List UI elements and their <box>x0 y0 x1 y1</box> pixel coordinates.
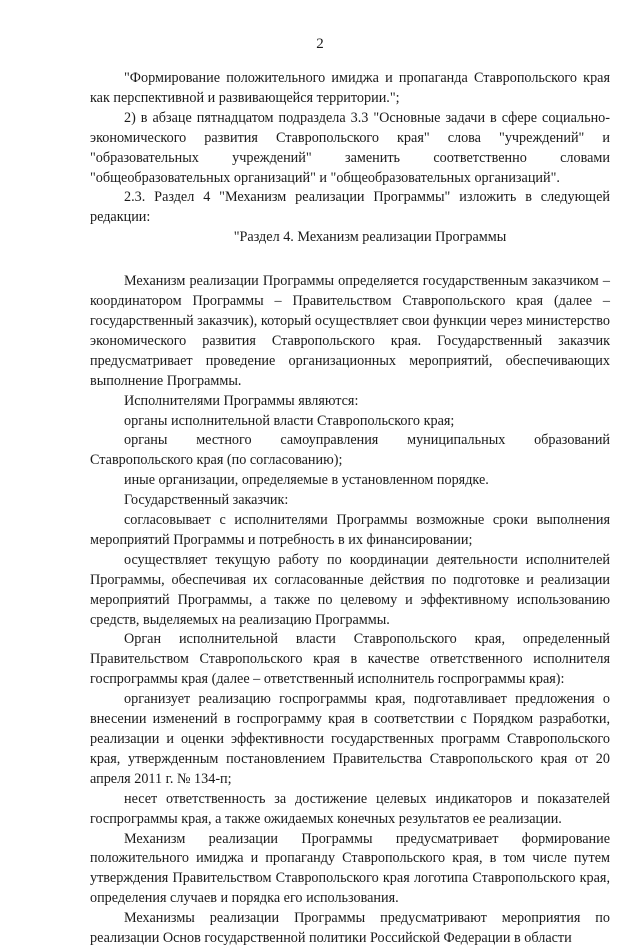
paragraph: 2) в абзаце пятнадцатом подраздела 3.3 "Основные задачи в сфере социально-экономического развития Ставропольского края" слова "учреждений" и "образовательных учреждений" заменить соответственно словами "общеобразовательных организаций" и "общеобразовательных организаций". <box>90 109 610 186</box>
paragraph: Механизм реализации Программы определяется государственным заказчиком – координатором Программы – Правительством Ставропольского края (далее – государственный заказчик), который осуществляет свои функции через министерство экономического развития Ставропольского края. Государственный заказчик предусматривает проведение организационных мероприятий, обеспечивающих выполнение Программы. <box>90 273 610 389</box>
list-item: иные организации, определяемые в установленном порядке. <box>124 472 489 489</box>
document-body <box>90 69 610 949</box>
paragraph: Государственный заказчик: <box>124 492 289 509</box>
paragraph: "Формирование положительного имиджа и пропаганда Ставропольского края как перспективной и развивающейся территории."; <box>90 70 610 106</box>
paragraph: Исполнителями Программы являются: <box>124 392 359 409</box>
section-heading: "Раздел 4. Механизм реализации Программы <box>233 229 507 246</box>
list-item: несет ответственность за достижение целевых индикаторов и показателей госпрограммы края, а также ожидаемых конечных результатов ее реализации. <box>90 790 610 827</box>
paragraph: 2.3. Раздел 4 "Механизм реализации Программы" изложить в следующей редакции: <box>90 189 610 226</box>
list-item: согласовывает с исполнителями Программы возможные сроки выполнения мероприятий Программы и потребность в их финансировании; <box>90 512 610 548</box>
page-number: 2 <box>316 36 324 52</box>
paragraph: Орган исполнительной власти Ставропольского края, определенный Правительством Ставропольского края в качестве ответственного исполнителя госпрограммы края (далее – ответственный исполнитель госпрограммы края): <box>90 631 610 688</box>
paragraph: Механизм реализации Программы предусматривает формирование положительного имиджа и пропаганду Ставропольского края, в том числе путем утверждения Правительством Ставропольского края логотипа Ставропольского края, определения случаев и порядка его использования. <box>90 830 610 907</box>
list-item: органы местного самоуправления муниципальных образований Ставропольского края (по согласованию); <box>90 432 610 469</box>
list-item: осуществляет текущую работу по координации деятельности исполнителей Программы, обеспечивая их согласованные действия по подготовке и реализации мероприятий Программы, а также по целевому и эффективному использованию средств, выделяемых на реализацию Программы. <box>90 551 610 628</box>
paragraph: Механизмы реализации Программы предусматривают мероприятия по реализации Основ государственной политики Российской Федерации в области <box>90 910 610 947</box>
list-item: организует реализацию госпрограммы края, подготавливает предложения о внесении изменений в госпрограмму края в соответствии с Порядком разработки, реализации и оценки эффективности государственных программ Ставропольского края, утвержденным постановлением Правительства Ставропольского края от 20 апреля 2011 г. № 134-п; <box>90 691 610 787</box>
list-item: органы исполнительной власти Ставропольского края; <box>124 412 455 429</box>
